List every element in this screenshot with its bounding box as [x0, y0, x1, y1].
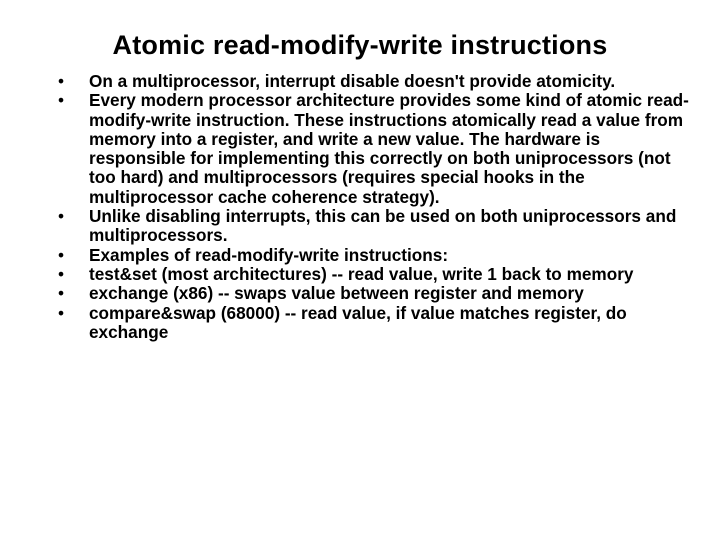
bullet-item — [55, 265, 695, 284]
bullet-text: Unlike disabling interrupts, this can be used on both uniprocessors and multiprocessors. — [89, 206, 677, 246]
bullet-item — [55, 284, 695, 303]
bullet-item — [55, 207, 695, 246]
bullet-dot-icon: • — [58, 263, 65, 284]
bullet-text: Examples of read-modify-write instructions: — [89, 244, 449, 265]
bullet-dot-icon: • — [58, 71, 65, 91]
bullet-dot-icon: • — [58, 90, 65, 111]
bullet-item — [55, 246, 695, 265]
bullet-dot-icon: • — [58, 283, 65, 304]
bullet-text: compare&swap (68000) -- read value, if value matches register, do exchange — [89, 302, 627, 342]
bullet-text: test&set (most architectures) -- read value, write 1 back to memory — [89, 263, 634, 284]
bullet-text: Every modern processor architecture provides some kind of atomic read-modify-write instruction. These instructions atomically read a value from memory into a register, and write a new value. The hardware is responsible for implementing this correctly on both uniprocessors (not too hard) and multiprocessors (requires special hooks in the multiprocessor cache coherence strategy). — [89, 90, 689, 207]
bullet-item — [55, 304, 695, 343]
bullet-item — [55, 91, 695, 207]
bullet-text: On a multiprocessor, interrupt disable doesn't provide atomicity. — [89, 71, 616, 91]
bullet-item — [55, 72, 695, 91]
slide-title: Atomic read-modify-write instructions — [112, 30, 608, 60]
bullet-dot-icon: • — [58, 244, 65, 265]
bullet-dot-icon: • — [58, 206, 65, 227]
bullet-dot-icon: • — [58, 302, 65, 323]
bullet-list — [55, 72, 695, 342]
bullet-text: exchange (x86) -- swaps value between register and memory — [89, 283, 584, 304]
